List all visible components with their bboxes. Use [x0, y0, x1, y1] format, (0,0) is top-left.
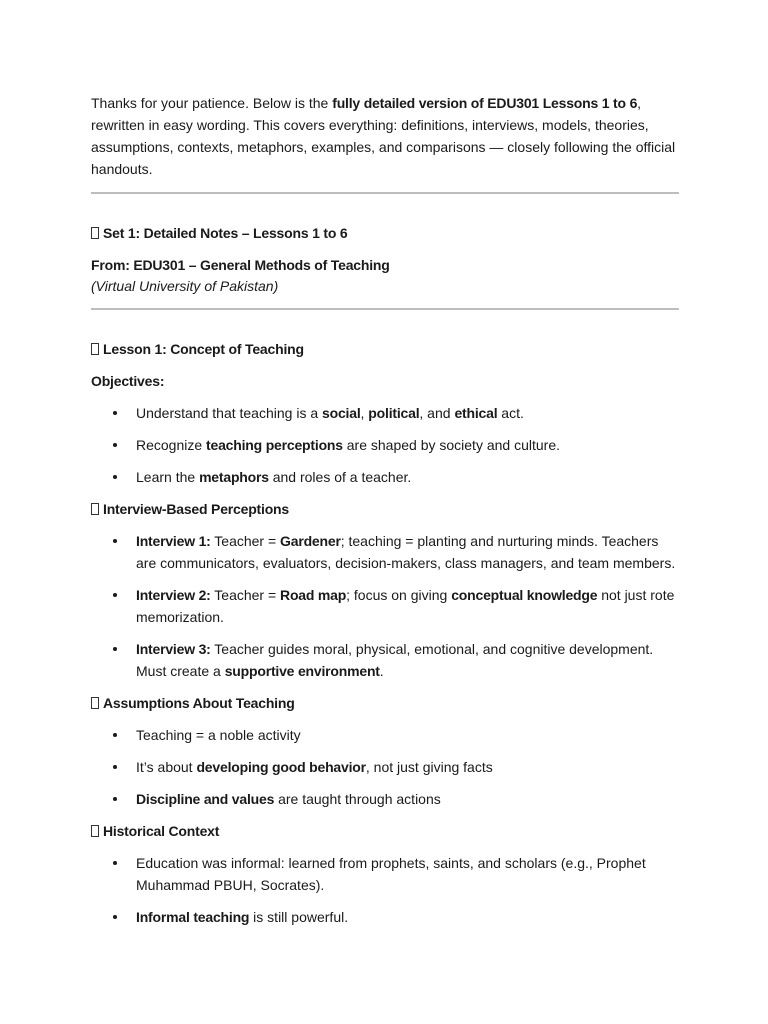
set-title-text: Set 1: Detailed Notes – Lessons 1 to 6: [103, 225, 348, 241]
intro-paragraph: [91, 92, 679, 180]
list-item: Interview 1: Teacher = Gardener; teaching = planting and nurturing minds. Teachers are communicators, evaluators, decision-makers, class managers, and team members.: [91, 530, 679, 574]
list-item: Learn the metaphors and roles of a teacher.: [91, 466, 679, 488]
checkbox-glyph-icon: [91, 227, 99, 239]
lesson-title-text: Lesson 1: Concept of Teaching: [103, 341, 304, 357]
interviews-list: [91, 530, 679, 682]
set-title: [91, 222, 679, 244]
list-item: Recognize teaching perceptions are shaped by society and culture.: [91, 434, 679, 456]
lesson-title: [91, 338, 679, 360]
section-heading: Interview-Based Perceptions: [91, 498, 679, 520]
set-org: (Virtual University of Pakistan): [91, 278, 279, 294]
section-heading: Historical Context: [91, 820, 679, 842]
intro-text: Thanks for your patience. Below is the: [91, 95, 333, 111]
checkbox-glyph-icon: [91, 697, 99, 709]
document-page: [91, 92, 679, 928]
list-item: Discipline and values are taught through actions: [91, 788, 679, 810]
list-item: Education was informal: learned from prophets, saints, and scholars (e.g., Prophet Muhammad PBUH, Socrates).: [91, 852, 679, 896]
intro-text-2: , rewritten in easy wording. This covers everything: definitions, interviews, models, theories, assumptions, contexts, metaphors, examples, and comparisons — closely following the official handouts.: [91, 95, 676, 177]
checkbox-glyph-icon: [91, 343, 99, 355]
objectives-list: [91, 402, 679, 488]
list-item: Interview 3: Teacher guides moral, physical, emotional, and cognitive development. Must create a supportive environment.: [91, 638, 679, 682]
list-item: It’s about developing good behavior, not just giving facts: [91, 756, 679, 778]
intro-bold: fully detailed version of EDU301 Lessons 1 to 6: [332, 95, 638, 111]
list-item: Teaching = a noble activity: [91, 724, 679, 746]
list-item: Interview 2: Teacher = Road map; focus on giving conceptual knowledge not just rote memorization.: [91, 584, 679, 628]
set-from: From: EDU301 – General Methods of Teaching: [91, 257, 390, 273]
section-heading: Assumptions About Teaching: [91, 692, 679, 714]
list-item: Informal teaching is still powerful.: [91, 906, 679, 928]
history-list: [91, 852, 679, 928]
checkbox-glyph-icon: [91, 825, 99, 837]
objectives-label: Objectives:: [91, 373, 165, 389]
checkbox-glyph-icon: [91, 503, 99, 515]
list-item: Understand that teaching is a social, political, and ethical act.: [91, 402, 679, 424]
assumptions-list: [91, 724, 679, 810]
